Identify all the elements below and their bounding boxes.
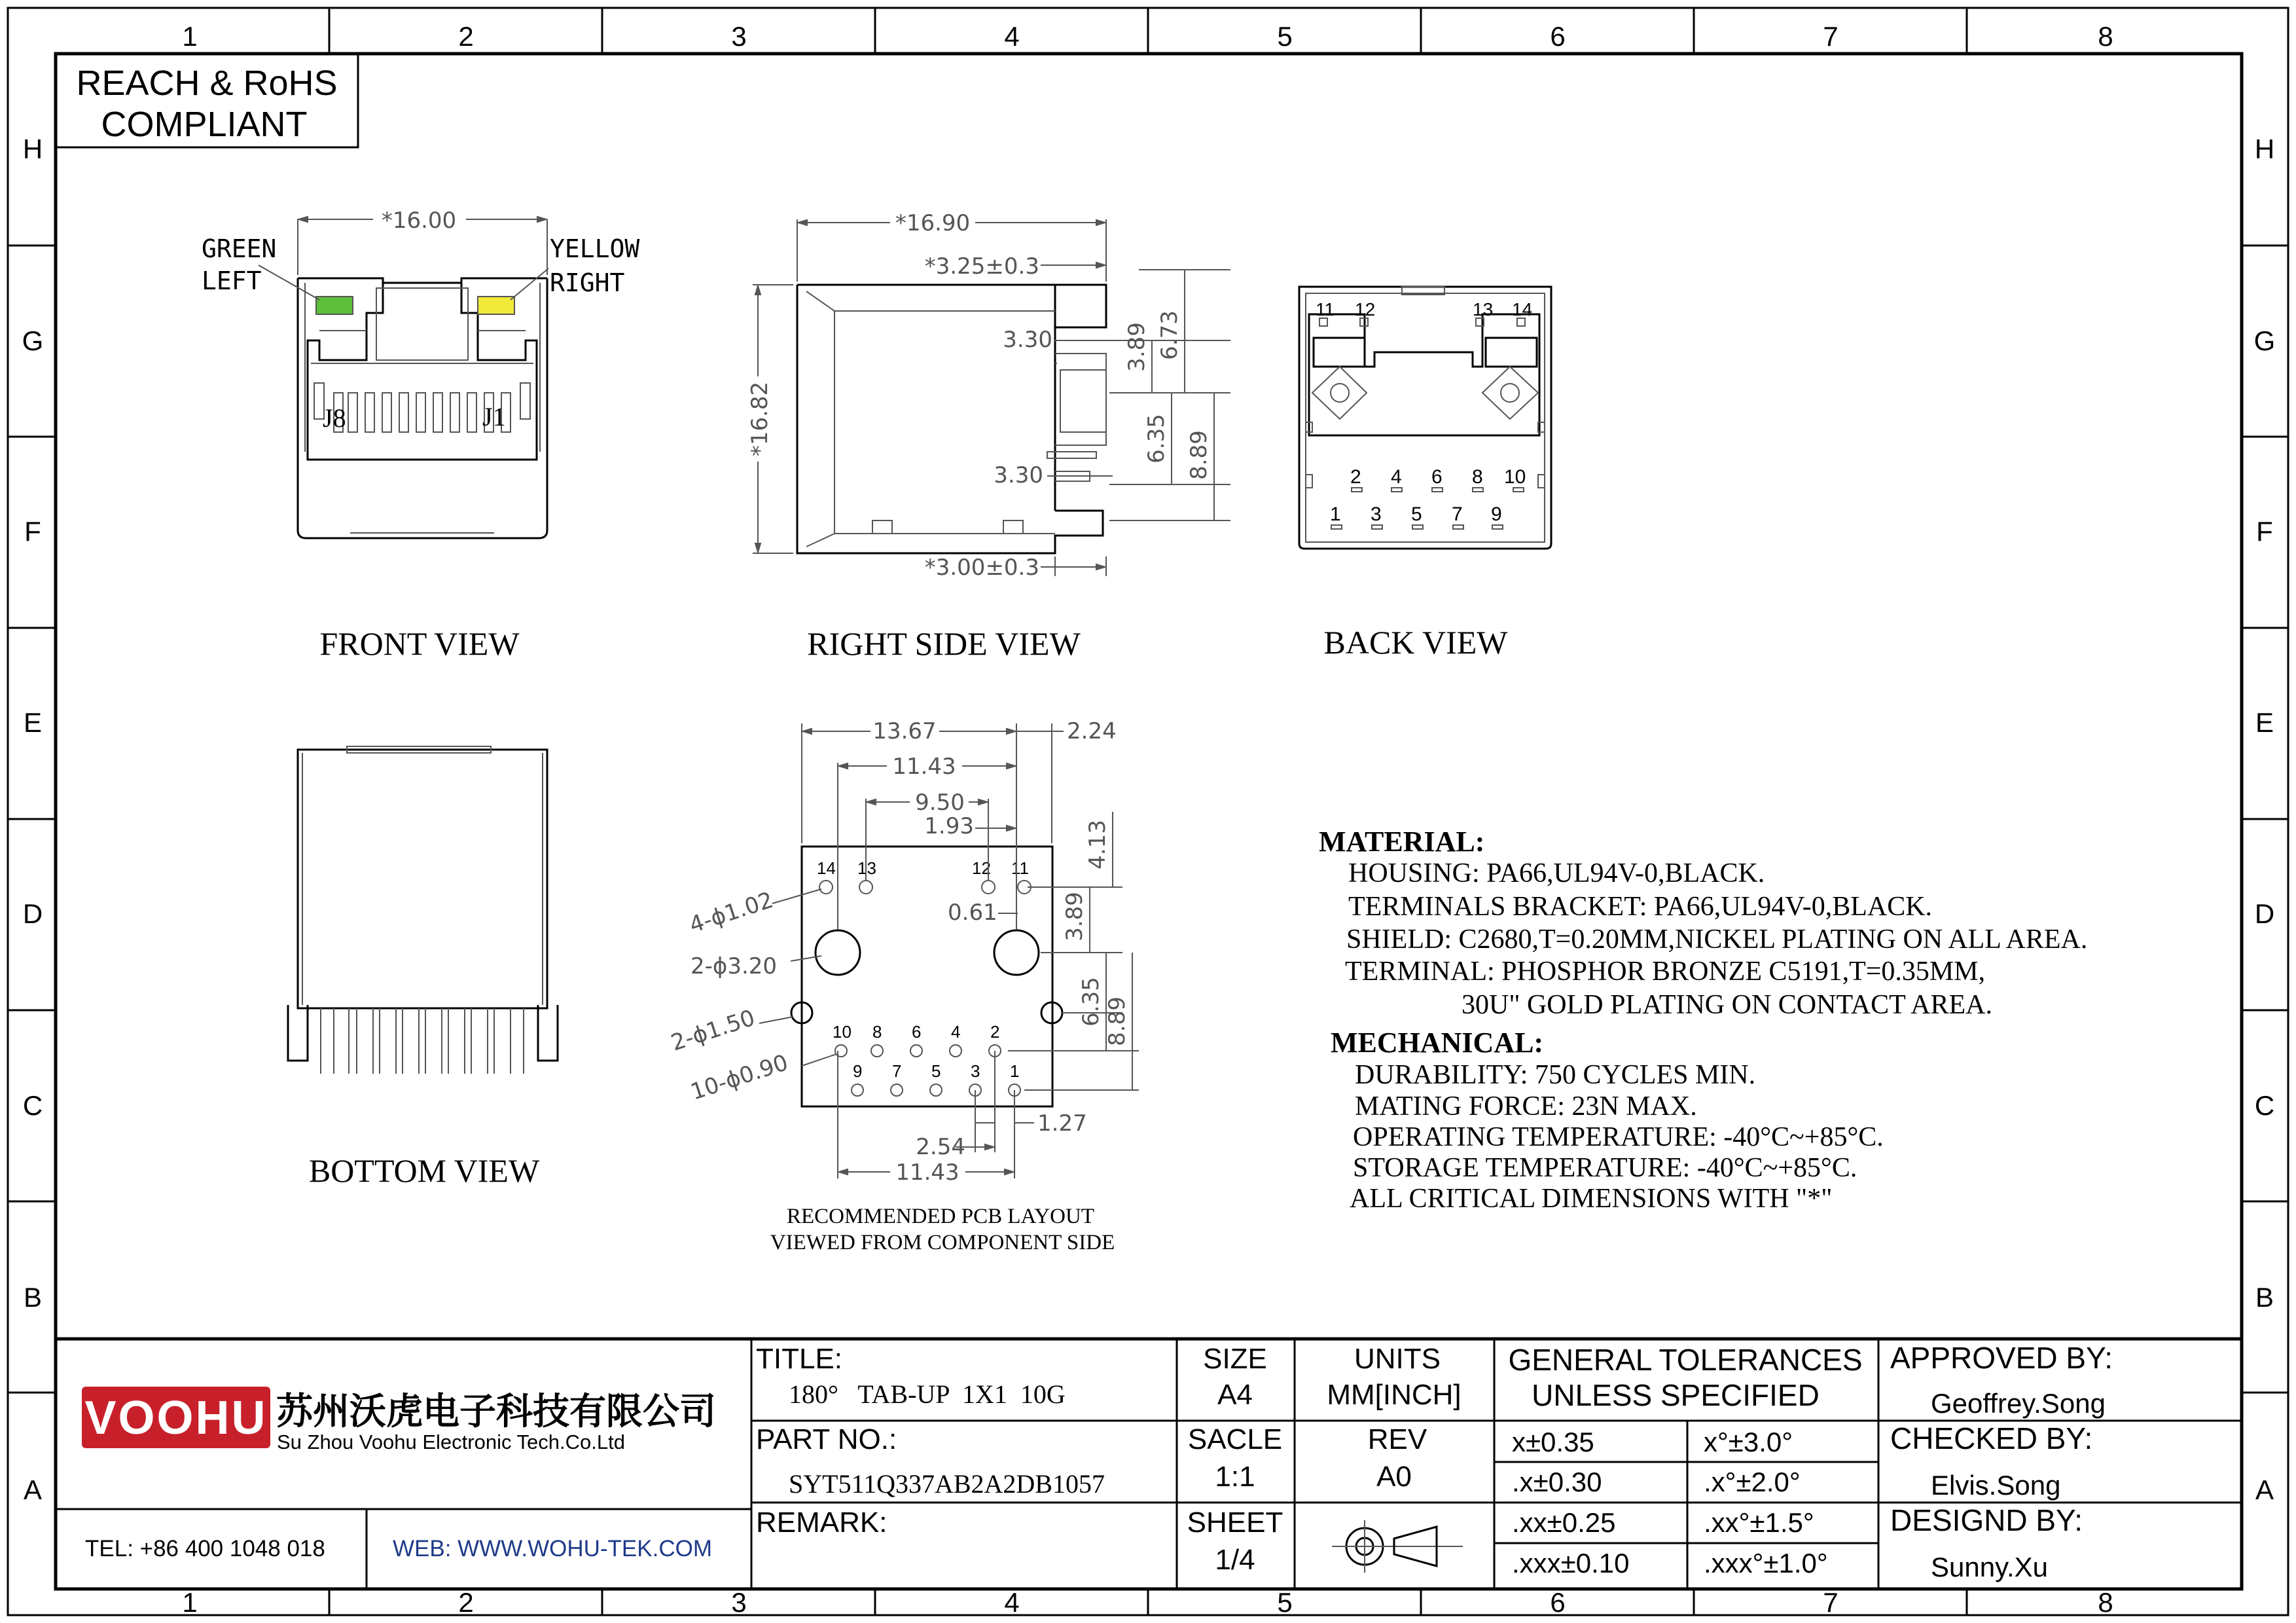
col-label-6-bottom: 6 (1550, 1587, 1566, 1618)
pcb-pin-1: 1 (1010, 1061, 1020, 1081)
pcb-layout-title: RECOMMENDED PCB LAYOUT (787, 1205, 1094, 1228)
title-value: 180° TAB-UP 1X1 10G (789, 1379, 1066, 1409)
logo-text: VOOHU (84, 1392, 268, 1444)
company-name-en: Su Zhou Voohu Electronic Tech.Co.Ltd (277, 1431, 625, 1453)
green-led-position: LEFT (202, 266, 262, 295)
pcb-hole-3-20: 2-ϕ3.20 (691, 953, 778, 979)
green-led (316, 297, 353, 314)
units-label: UNITS (1354, 1343, 1441, 1375)
pin-label-j8: J8 (323, 403, 346, 433)
right-side-view-title: RIGHT SIDE VIEW (807, 625, 1081, 662)
rev-label: REV (1367, 1423, 1427, 1455)
pcb-dim-6-35: 6.35 (1078, 977, 1104, 1027)
back-pin-10: 10 (1504, 466, 1526, 488)
compliance-line-2: COMPLIANT (101, 105, 308, 144)
projection-symbol-icon (1332, 1520, 1463, 1573)
back-view (1299, 287, 1551, 661)
pcb-dim-8-89: 8.89 (1104, 996, 1130, 1046)
rs-dim-3-30-top: 3.30 (1003, 327, 1052, 353)
pcb-dim-13-67: 13.67 (872, 718, 937, 744)
pcb-dim-1-93: 1.93 (924, 813, 974, 839)
pcb-hole-0-90: 10-ϕ0.90 (687, 1049, 791, 1106)
back-pin-14: 14 (1512, 299, 1533, 319)
pcb-dim-2-24: 2.24 (1067, 718, 1117, 744)
col-label-4-bottom: 4 (1004, 1587, 1020, 1618)
drawing-frame (8, 8, 2288, 1618)
mechanical-line-3: OPERATING TEMPERATURE: -40°C~+85°C. (1353, 1122, 1884, 1152)
back-pin-6: 6 (1431, 466, 1443, 488)
row-label-a-right: A (2255, 1474, 2274, 1505)
pcb-pin-12: 12 (972, 858, 991, 878)
pcb-dim-1-27: 1.27 (1037, 1110, 1087, 1137)
scale-label: SACLE (1187, 1423, 1283, 1455)
col-label-4: 4 (1004, 21, 1020, 52)
tolerance-subheader: UNLESS SPECIFIED (1532, 1378, 1820, 1412)
tol-linear-1: .x±0.30 (1512, 1467, 1602, 1497)
row-label-f: F (24, 516, 41, 547)
back-pin-1: 1 (1330, 503, 1341, 525)
row-label-c-right: C (2254, 1090, 2275, 1121)
row-label-e: E (23, 707, 43, 738)
tolerance-header: GENERAL TOLERANCES (1508, 1343, 1863, 1377)
green-led-label: GREEN (202, 234, 277, 263)
pcb-pin-2: 2 (990, 1022, 1000, 1042)
col-label-7: 7 (1823, 21, 1839, 52)
back-pin-8: 8 (1472, 466, 1483, 488)
mechanical-line-2: MATING FORCE: 23N MAX. (1355, 1091, 1697, 1122)
yellow-led-label: YELLOW (550, 234, 640, 263)
designed-value: Sunny.Xu (1931, 1552, 2049, 1582)
rs-dim-3-30-bottom: 3.30 (994, 462, 1043, 488)
row-label-a: A (23, 1474, 43, 1505)
col-label-8: 8 (2098, 21, 2113, 52)
tol-linear-2: .xx±0.25 (1512, 1507, 1616, 1538)
remark-label: REMARK: (756, 1506, 888, 1539)
yellow-led (478, 297, 514, 314)
col-label-7-bottom: 7 (1823, 1587, 1839, 1618)
row-label-b-right: B (2255, 1282, 2274, 1313)
pcb-pin-6: 6 (912, 1022, 922, 1042)
rs-dim-6-73: 6.73 (1157, 310, 1183, 360)
pcb-pin-3: 3 (971, 1061, 980, 1081)
units-value: MM[INCH] (1327, 1379, 1462, 1411)
back-pin-12: 12 (1355, 299, 1376, 319)
pcb-pin-14: 14 (817, 858, 836, 878)
right-side-view (747, 210, 1230, 662)
col-label-3-bottom: 3 (731, 1587, 747, 1618)
notes (1319, 826, 2087, 1214)
row-label-g-right: G (2253, 325, 2276, 356)
pcb-pin-4: 4 (951, 1022, 961, 1042)
tol-angular-3: .xxx°±1.0° (1704, 1548, 1828, 1578)
row-label-d-right: D (2254, 898, 2275, 929)
tol-angular-0: x°±3.0° (1704, 1427, 1793, 1457)
checked-value: Elvis.Song (1931, 1470, 2061, 1501)
approved-label: APPROVED BY: (1890, 1341, 2113, 1375)
rs-dim-6-35: 6.35 (1143, 414, 1170, 464)
mechanical-line-1: DURABILITY: 750 CYCLES MIN. (1355, 1060, 1756, 1090)
title-label: TITLE: (756, 1343, 843, 1375)
part-no-value: SYT511Q337AB2A2DB1057 (789, 1469, 1105, 1499)
row-label-b: B (23, 1282, 43, 1313)
col-label-1: 1 (182, 21, 198, 52)
pcb-pin-9: 9 (853, 1061, 863, 1081)
rs-dim-8-89: 8.89 (1186, 430, 1212, 480)
mechanical-line-5: ALL CRITICAL DIMENSIONS WITH "*" (1350, 1184, 1833, 1214)
pcb-dim-11-43-bottom: 11.43 (895, 1159, 960, 1186)
pcb-dim-4-13: 4.13 (1085, 820, 1111, 869)
tol-linear-3: .xxx±0.10 (1512, 1548, 1630, 1578)
mechanical-header: MECHANICAL: (1331, 1027, 1544, 1059)
rs-tab-top-dim: *3.25±0.3 (924, 253, 1039, 280)
material-line-4: TERMINAL: PHOSPHOR BRONZE C5191,T=0.35MM, (1345, 957, 1986, 987)
rs-tab-bottom-dim: *3.00±0.3 (924, 555, 1039, 581)
back-pin-9: 9 (1491, 503, 1502, 525)
approved-value: Geoffrey.Song (1931, 1388, 2106, 1419)
tol-angular-1: .x°±2.0° (1704, 1467, 1801, 1497)
front-view (202, 208, 639, 662)
back-pin-7: 7 (1452, 503, 1463, 525)
pcb-hole-1-02: 4-ϕ1.02 (686, 886, 777, 939)
material-header: MATERIAL: (1319, 826, 1485, 858)
col-label-2-bottom: 2 (458, 1587, 474, 1618)
mechanical-line-4: STORAGE TEMPERATURE: -40°C~+85°C. (1353, 1153, 1857, 1183)
material-line-1: HOUSING: PA66,UL94V-0,BLACK. (1348, 858, 1765, 888)
scale-value: 1:1 (1215, 1461, 1255, 1493)
back-pin-11: 11 (1316, 299, 1335, 319)
designed-label: DESIGND BY: (1890, 1503, 2083, 1537)
back-pin-4: 4 (1391, 466, 1402, 488)
pcb-pin-11: 11 (1011, 858, 1029, 878)
row-label-h-right: H (2254, 134, 2275, 164)
tol-angular-2: .xx°±1.5° (1704, 1507, 1814, 1538)
title-block (56, 1339, 2242, 1589)
row-label-g: G (22, 325, 44, 356)
back-pin-3: 3 (1371, 503, 1382, 525)
pcb-dim-11-43-top: 11.43 (892, 754, 956, 780)
rs-width-dim: *16.90 (895, 210, 971, 236)
pcb-hole-1-50: 2-ϕ1.50 (668, 1004, 759, 1057)
pcb-pin-5: 5 (931, 1061, 941, 1081)
col-label-5-bottom: 5 (1277, 1587, 1293, 1618)
back-view-title: BACK VIEW (1323, 624, 1508, 661)
front-view-title: FRONT VIEW (319, 625, 520, 662)
material-line-2: TERMINALS BRACKET: PA66,UL94V-0,BLACK. (1348, 892, 1933, 922)
pcb-pin-8: 8 (872, 1022, 882, 1042)
tol-linear-0: x±0.35 (1512, 1427, 1594, 1457)
bottom-view-title: BOTTOM VIEW (308, 1152, 540, 1189)
compliance-line-1: REACH & RoHS (76, 64, 338, 103)
pcb-dim-9-50: 9.50 (915, 790, 965, 816)
size-value: A4 (1217, 1379, 1253, 1411)
back-pin-2: 2 (1350, 466, 1361, 488)
material-line-3: SHIELD: C2680,T=0.20MM,NICKEL PLATING ON ALL AREA. (1346, 924, 2088, 955)
yellow-led-position: RIGHT (550, 268, 625, 297)
row-label-f-right: F (2256, 516, 2273, 547)
pcb-pin-7: 7 (892, 1061, 902, 1081)
col-label-5: 5 (1277, 21, 1293, 52)
row-label-d: D (22, 898, 43, 929)
material-line-5: 30U" GOLD PLATING ON CONTACT AREA. (1462, 990, 1993, 1020)
col-label-1-bottom: 1 (182, 1587, 198, 1618)
rs-dim-3-89: 3.89 (1124, 322, 1150, 372)
company-name-cn: 苏州沃虎电子科技有限公司 (276, 1391, 716, 1432)
col-label-8-bottom: 8 (2098, 1587, 2113, 1618)
part-no-label: PART NO.: (756, 1423, 897, 1455)
pcb-dim-2-54: 2.54 (916, 1134, 965, 1160)
row-label-h: H (22, 134, 43, 164)
pcb-pin-10: 10 (833, 1022, 852, 1042)
size-label: SIZE (1203, 1343, 1267, 1375)
back-pin-5: 5 (1411, 503, 1422, 525)
pcb-pin-13: 13 (857, 858, 876, 878)
pcb-dim-0-61: 0.61 (948, 900, 997, 926)
back-pin-13: 13 (1473, 299, 1494, 319)
compliance-box (56, 54, 358, 147)
col-label-3: 3 (731, 21, 747, 52)
col-label-6: 6 (1550, 21, 1566, 52)
company-logo (82, 1387, 270, 1448)
col-label-2: 2 (458, 21, 474, 52)
front-width-dim: *16.00 (381, 208, 457, 234)
sheet-label: SHEET (1187, 1506, 1283, 1539)
checked-label: CHECKED BY: (1890, 1421, 2093, 1455)
rs-height-dim: *16.82 (747, 381, 773, 457)
row-label-e-right: E (2255, 707, 2274, 738)
rev-value: A0 (1376, 1461, 1412, 1493)
sheet-value: 1/4 (1215, 1544, 1255, 1576)
company-tel: TEL: +86 400 1048 018 (85, 1536, 325, 1561)
pcb-layout (668, 718, 1139, 1254)
bottom-view (288, 746, 558, 1189)
company-web[interactable]: WEB: WWW.WOHU-TEK.COM (393, 1536, 712, 1561)
pin-label-j1: J1 (482, 402, 506, 431)
row-label-c: C (22, 1090, 43, 1121)
pcb-layout-subtitle: VIEWED FROM COMPONENT SIDE (770, 1231, 1115, 1254)
pcb-dim-3-89: 3.89 (1062, 892, 1088, 941)
